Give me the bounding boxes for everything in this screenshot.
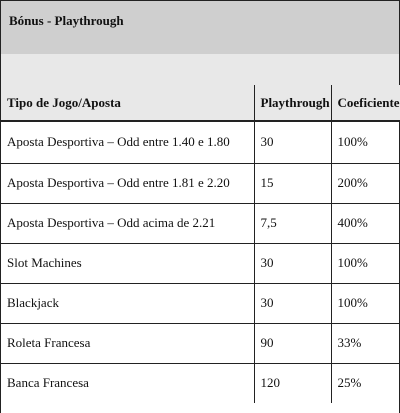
table-row	[1, 203, 400, 243]
cell-playthrough: 30	[254, 243, 331, 283]
cell-coefficient: 400%	[331, 203, 400, 243]
table-header	[1, 85, 400, 121]
cell-coefficient: 25%	[331, 363, 400, 403]
title-spacer	[1, 54, 399, 85]
table-body	[1, 121, 400, 403]
cell-game-type: Aposta Desportiva – Odd acima de 2.21	[1, 203, 254, 243]
cell-game-type: Blackjack	[1, 283, 254, 323]
cell-playthrough: 90	[254, 323, 331, 363]
table-row	[1, 243, 400, 283]
cell-playthrough: 15	[254, 163, 331, 203]
table-row	[1, 283, 400, 323]
cell-game-type: Aposta Desportiva – Odd entre 1.40 e 1.80	[1, 121, 254, 163]
cell-coefficient: 200%	[331, 163, 400, 203]
cell-coefficient: 33%	[331, 323, 400, 363]
cell-game-type: Aposta Desportiva – Odd entre 1.81 e 2.20	[1, 163, 254, 203]
cell-game-type: Roleta Francesa	[1, 323, 254, 363]
playthrough-table	[1, 85, 400, 403]
table-row	[1, 163, 400, 203]
cell-coefficient: 100%	[331, 243, 400, 283]
table-row	[1, 121, 400, 163]
cell-playthrough: 30	[254, 283, 331, 323]
header-playthrough: Playthrough	[254, 85, 331, 121]
cell-game-type: Slot Machines	[1, 243, 254, 283]
cell-playthrough: 7,5	[254, 203, 331, 243]
cell-coefficient: 100%	[331, 283, 400, 323]
header-row	[1, 85, 400, 121]
cell-game-type: Banca Francesa	[7, 375, 89, 391]
header-coefficient: Coeficiente	[331, 85, 400, 121]
cell-playthrough: 120	[254, 363, 331, 403]
table-title: Bónus - Playthrough	[1, 0, 399, 54]
header-game-type: Tipo de Jogo/Aposta	[1, 85, 254, 121]
table-row	[1, 323, 400, 363]
cell-coefficient: 100%	[331, 121, 400, 163]
cell-playthrough: 30	[254, 121, 331, 163]
table-row	[1, 363, 400, 403]
